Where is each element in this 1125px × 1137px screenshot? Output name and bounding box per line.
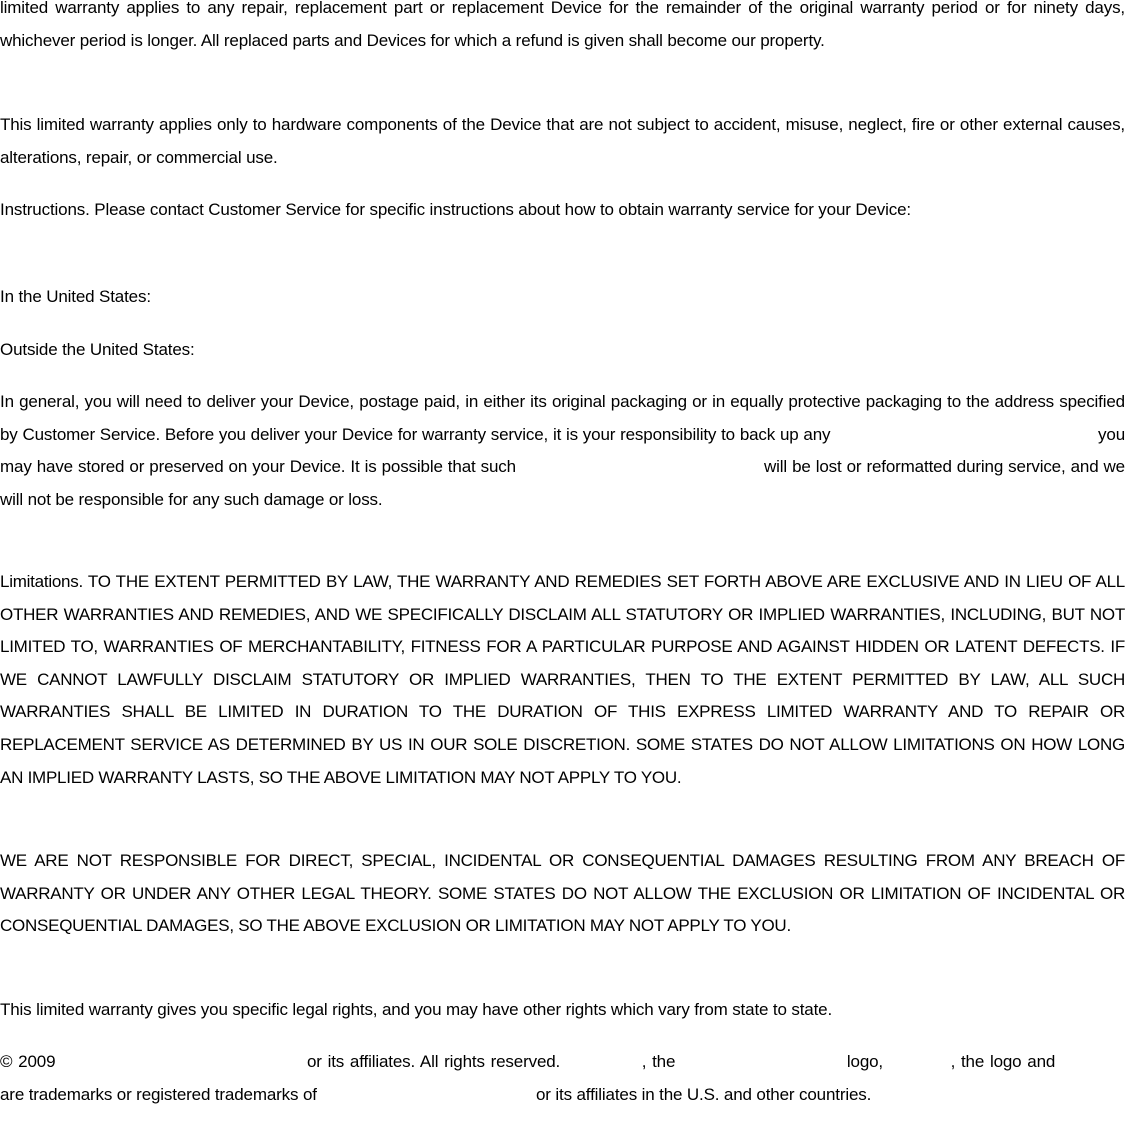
delivery-paragraph	[0, 386, 1125, 516]
limitations-paragraph: Limitations. TO THE EXTENT PERMITTED BY LAW, THE WARRANTY AND REMEDIES SET FORTH ABOVE ARE EXCLUSIVE AND IN LIEU OF ALL OTHER WARRANTIES AND REMEDIES, AND WE SPECIFICALLY DISCLAIM ALL STATUTORY OR IMPLIED WARRANTIES, INCLUDING, BUT NOT LIMITED TO, WARRANTIES OF MERCHANTABILITY, FITNESS FOR A PARTICULAR PURPOSE AND AGAINST HIDDEN OR LATENT DEFECTS. IF WE CANNOT LAWFULLY DISCLAIM STATUTORY OR IMPLIED WARRANTIES, THEN TO THE EXTENT PERMITTED BY LAW, ALL SUCH WARRANTIES SHALL BE LIMITED IN DURATION TO THE DURATION OF THIS EXPRESS LIMITED WARRANTY AND TO REPAIR OR REPLACEMENT SERVICE AS DETERMINED BY US IN OUR SOLE DISCRETION. SOME STATES DO NOT ALLOW LIMITATIONS ON HOW LONG AN IMPLIED WARRANTY LASTS, SO THE ABOVE LIMITATION MAY NOT APPLY TO YOU.	[0, 572, 1125, 787]
trademark-text-3: , the logo and	[950, 1052, 1056, 1071]
trademark-text-4: are trademarks or registered trademarks of	[0, 1084, 317, 1104]
trademark-text-5: or its affiliates in the U.S. and other countries.	[535, 1084, 872, 1104]
instructions-paragraph: Instructions. Please contact Customer Service for specific instructions about how to obtain warranty service for your Device:	[0, 200, 911, 219]
copyright-trademark-paragraph	[0, 1046, 1125, 1111]
outside-united-states-label: Outside the United States:	[0, 340, 195, 359]
united-states-label: In the United States:	[0, 287, 151, 306]
damages-disclaimer-paragraph: WE ARE NOT RESPONSIBLE FOR DIRECT, SPECIAL, INCIDENTAL OR CONSEQUENTIAL DAMAGES RESULTING FROM ANY BREACH OF WARRANTY OR UNDER ANY OTHER LEGAL THEORY. SOME STATES DO NOT ALLOW THE EXCLUSION OR LIMITATION OF INCIDENTAL OR CONSEQUENTIAL DAMAGES, SO THE ABOVE EXCLUSION OR LIMITATION MAY NOT APPLY TO YOU.	[0, 851, 1125, 936]
delivery-text-part-1: In general, you will need to deliver your Device, postage paid, in either its original packaging or in equally protective packaging to the address specified by Customer Service. Before you deliver your Device for warranty service, it is your responsibility to back up any	[0, 392, 1125, 444]
warranty-period-paragraph: limited warranty applies to any repair, replacement part or replacement Device for the remainder of the original warranty period or for ninety days, whichever period is longer. All replaced parts and Devices for which a refund is given shall become our property.	[0, 0, 1125, 50]
delivery-text-part-2: you may have stored or preserved on your Device. It is possible that such	[0, 424, 1125, 477]
hardware-scope-paragraph: This limited warranty applies only to hardware components of the Device that are not subject to accident, misuse, neglect, fire or other external causes, alterations, repair, or commercial use.	[0, 115, 1125, 167]
copyright-year: © 2009	[0, 1052, 56, 1071]
copyright-text: or its affiliates. All rights reserved.	[306, 1052, 561, 1071]
legal-rights-paragraph: This limited warranty gives you specific legal rights, and you may have other rights which vary from state to state.	[0, 1000, 833, 1019]
trademark-text-1: , the	[641, 1052, 676, 1071]
trademark-text-2: logo,	[846, 1052, 884, 1071]
delivery-text-part-3: will be lost or reformatted during service, and we will not be responsible for any such damage or loss.	[0, 457, 1125, 509]
